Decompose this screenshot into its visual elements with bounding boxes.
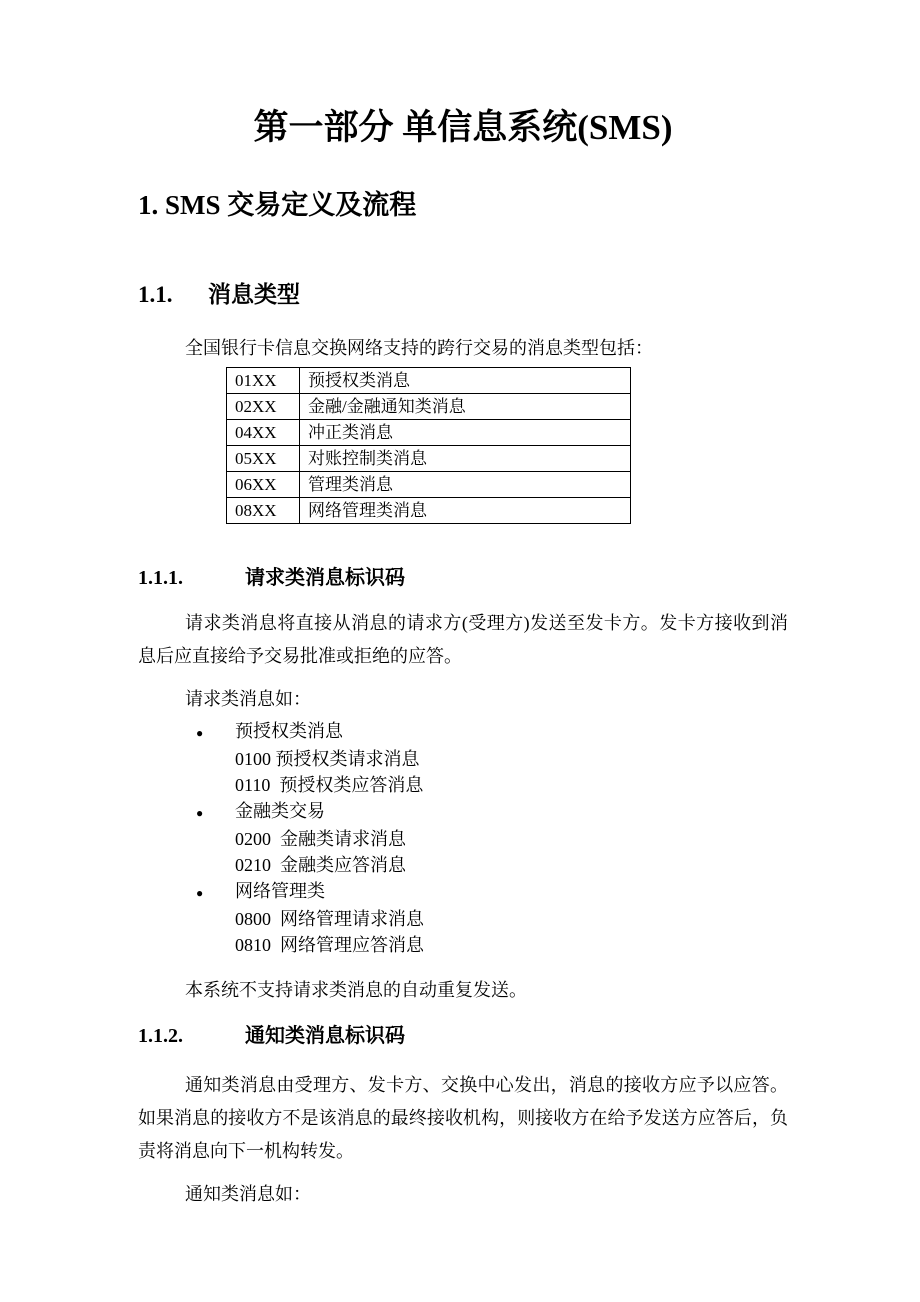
desc-cell: 预授权类消息 [300,368,631,394]
section-heading-1-1-2 [138,1023,788,1049]
table-row [227,394,631,420]
list-item-title: 预授权类消息 [235,721,343,741]
list-item-line: 0210 金融类应答消息 [235,855,406,875]
desc-cell: 管理类消息 [300,472,631,498]
list-item-line: 0100 预授权类请求消息 [235,749,420,769]
desc-cell: 网络管理类消息 [300,498,631,524]
code-cell: 01XX [227,368,300,394]
list-item-title: 网络管理类 [235,881,325,901]
bullet-icon: ● [196,726,204,740]
section-title: 消息类型 [208,281,300,307]
list-item [138,718,788,746]
table-row [227,368,631,394]
table-row [227,446,631,472]
document-title: 第一部分 单信息系统(SMS) [253,108,673,147]
paragraph: 请求类消息如： [185,689,311,709]
paragraph: 请求类消息将直接从消息的请求方(受理方)发送至发卡方。发卡方接收到消息后应直接给予交易批准或拒绝的应答。 [138,613,788,666]
section-title: 通知类消息标识码 [245,1025,405,1047]
desc-cell: 金融/金融通知类消息 [300,394,631,420]
code-cell: 05XX [227,446,300,472]
table-row [227,472,631,498]
section-heading-1-1 [138,280,788,309]
section-number: 1.1. [138,282,173,307]
request-message-list [138,718,788,958]
list-item [138,878,788,906]
paragraph: 通知类消息如： [185,1184,311,1204]
desc-cell: 对账控制类消息 [300,446,631,472]
table-row [227,420,631,446]
message-type-table [226,367,631,524]
bullet-icon: ● [196,886,204,900]
section-heading-1: 1. SMS 交易定义及流程 [138,190,417,220]
section-heading-1-1-1 [138,565,788,591]
desc-cell: 冲正类消息 [300,420,631,446]
section-number: 1.1.2. [138,1025,183,1047]
section-title: 请求类消息标识码 [245,567,405,589]
list-item-line: 0110 预授权类应答消息 [235,775,424,795]
list-item-line: 0200 金融类请求消息 [235,829,406,849]
intro-paragraph: 全国银行卡信息交换网络支持的跨行交易的消息类型包括： [185,338,653,358]
list-item-line: 0810 网络管理应答消息 [235,935,424,955]
paragraph: 本系统不支持请求类消息的自动重复发送。 [185,980,527,1000]
code-cell: 02XX [227,394,300,420]
code-cell: 08XX [227,498,300,524]
section-number: 1.1.1. [138,567,183,589]
code-cell: 04XX [227,420,300,446]
paragraph: 通知类消息由受理方、发卡方、交换中心发出，消息的接收方应予以应答。如果消息的接收方不是该消息的最终接收机构，则接收方在给予发送方应答后，负责将消息向下一机构转发。 [138,1075,788,1161]
list-item-line: 0800 网络管理请求消息 [235,909,424,929]
code-cell: 06XX [227,472,300,498]
list-item-title: 金融类交易 [235,801,325,821]
list-item [138,798,788,826]
bullet-icon: ● [196,806,204,820]
table-row [227,498,631,524]
